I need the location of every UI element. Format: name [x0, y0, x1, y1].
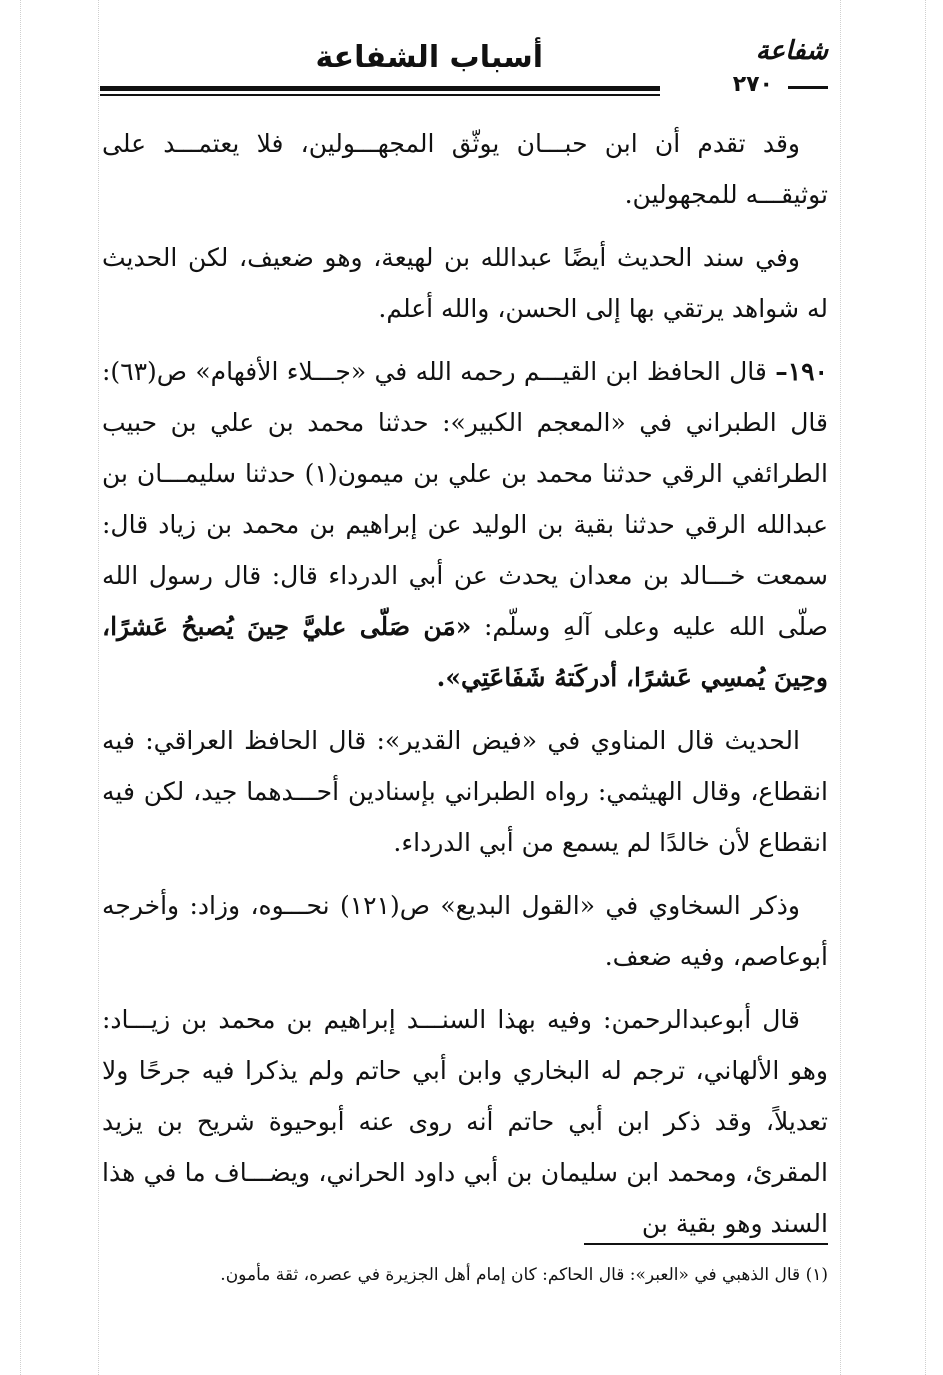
page-number: ٢٧٠: [732, 72, 773, 97]
scan-artifact: [20, 0, 21, 1375]
hadith-number: ١٩٠–: [775, 357, 828, 386]
footnote: [102, 1262, 828, 1288]
paragraph-text: الحديث قال المناوي في «فيض القدير»: قال الحافظ العراقي: فيه انقطاع، وقال الهيثمي: رواه الطبراني بإسنادين أحـــدهما جيد، لكن فيه انقطاع لأن خالدًا لم يسمع من أبي الدرداء.: [102, 726, 828, 857]
scan-artifact: [925, 0, 926, 1375]
paragraph-text: وفي سند الحديث أيضًا عبدالله بن لهيعة، وهو ضعيف، لكن الحديث له شواهد يرتقي بها إلى الحسن، والله أعلم.: [102, 243, 828, 323]
header-rule-thin: [100, 94, 660, 96]
paragraph-text: قال الحافظ ابن القيـــم رحمه الله في «جـــلاء الأفهام» ص(٦٣): قال الطبراني في «المعجم الكبير»: حدثنا محمد بن علي بن حبيب الطرائفي الرقي حدثنا محمد بن علي بن ميمون(١) حدثنا سليمـــان بن عبدالله الرقي حدثنا بقية بن الوليد عن إبراهيم بن محمد بن زياد قال: سمعت خـــالد بن معدان يحدث عن أبي الدرداء قال: قال رسول الله صلّى الله عليه وعلى آلهِ وسلّم:: [102, 357, 828, 641]
footnote-text: (١) قال الذهبي في «العبر»: قال الحاكم: كان إمام أهل الجزيرة في عصره، ثقة مأمون.: [220, 1265, 828, 1285]
scan-artifact: [840, 0, 841, 1375]
numbered-paragraph: [102, 346, 828, 703]
scan-artifact: [98, 0, 99, 1375]
paragraph-text: وذكر السخاوي في «القول البديع» ص(١٢١) نحـــوه، وزاد: وأخرجه أبوعاصم، وفيه ضعف.: [102, 891, 828, 971]
paragraph: [102, 715, 828, 868]
header-ornament: شفاعة: [755, 36, 828, 66]
header-rule-right: [788, 86, 828, 89]
main-text: [102, 118, 828, 1261]
book-title: أسباب الشفاعة: [315, 40, 543, 75]
page-header: [100, 28, 828, 98]
paragraph: [102, 880, 828, 982]
footnote-separator: [584, 1243, 828, 1245]
paragraph-text: قال أبوعبدالرحمن: وفيه بهذا السنـــد إبراهيم بن محمد بن زيـــاد: وهو الألهاني، ترجم له البخاري وابن أبي حاتم ولم يذكرا فيه جرحًا ولا تعديلاً، وقد ذكر ابن أبي حاتم أنه روى عنه أبوحيوة شريح بن يزيد المقرئ، ومحمد ابن سليمان بن أبي داود الحراني، ويضـــاف ما في هذا السند وهو بقية بن: [102, 1005, 828, 1238]
header-rule: [100, 86, 660, 91]
paragraph: [102, 994, 828, 1249]
paragraph: [102, 118, 828, 220]
paragraph-text: وقد تقدم أن ابن حبـــان يوثّق المجهـــولين، فلا يعتمـــد على توثيقـــه للمجهولين.: [102, 129, 828, 209]
paragraph: [102, 232, 828, 334]
hadith-quote: «مَن صَلّى عليَّ حِينَ يُصبحُ عَشرًا، وحِينَ يُمسِي عَشرًا، أدركَتهُ شَفَاعَتِي».: [102, 612, 828, 692]
